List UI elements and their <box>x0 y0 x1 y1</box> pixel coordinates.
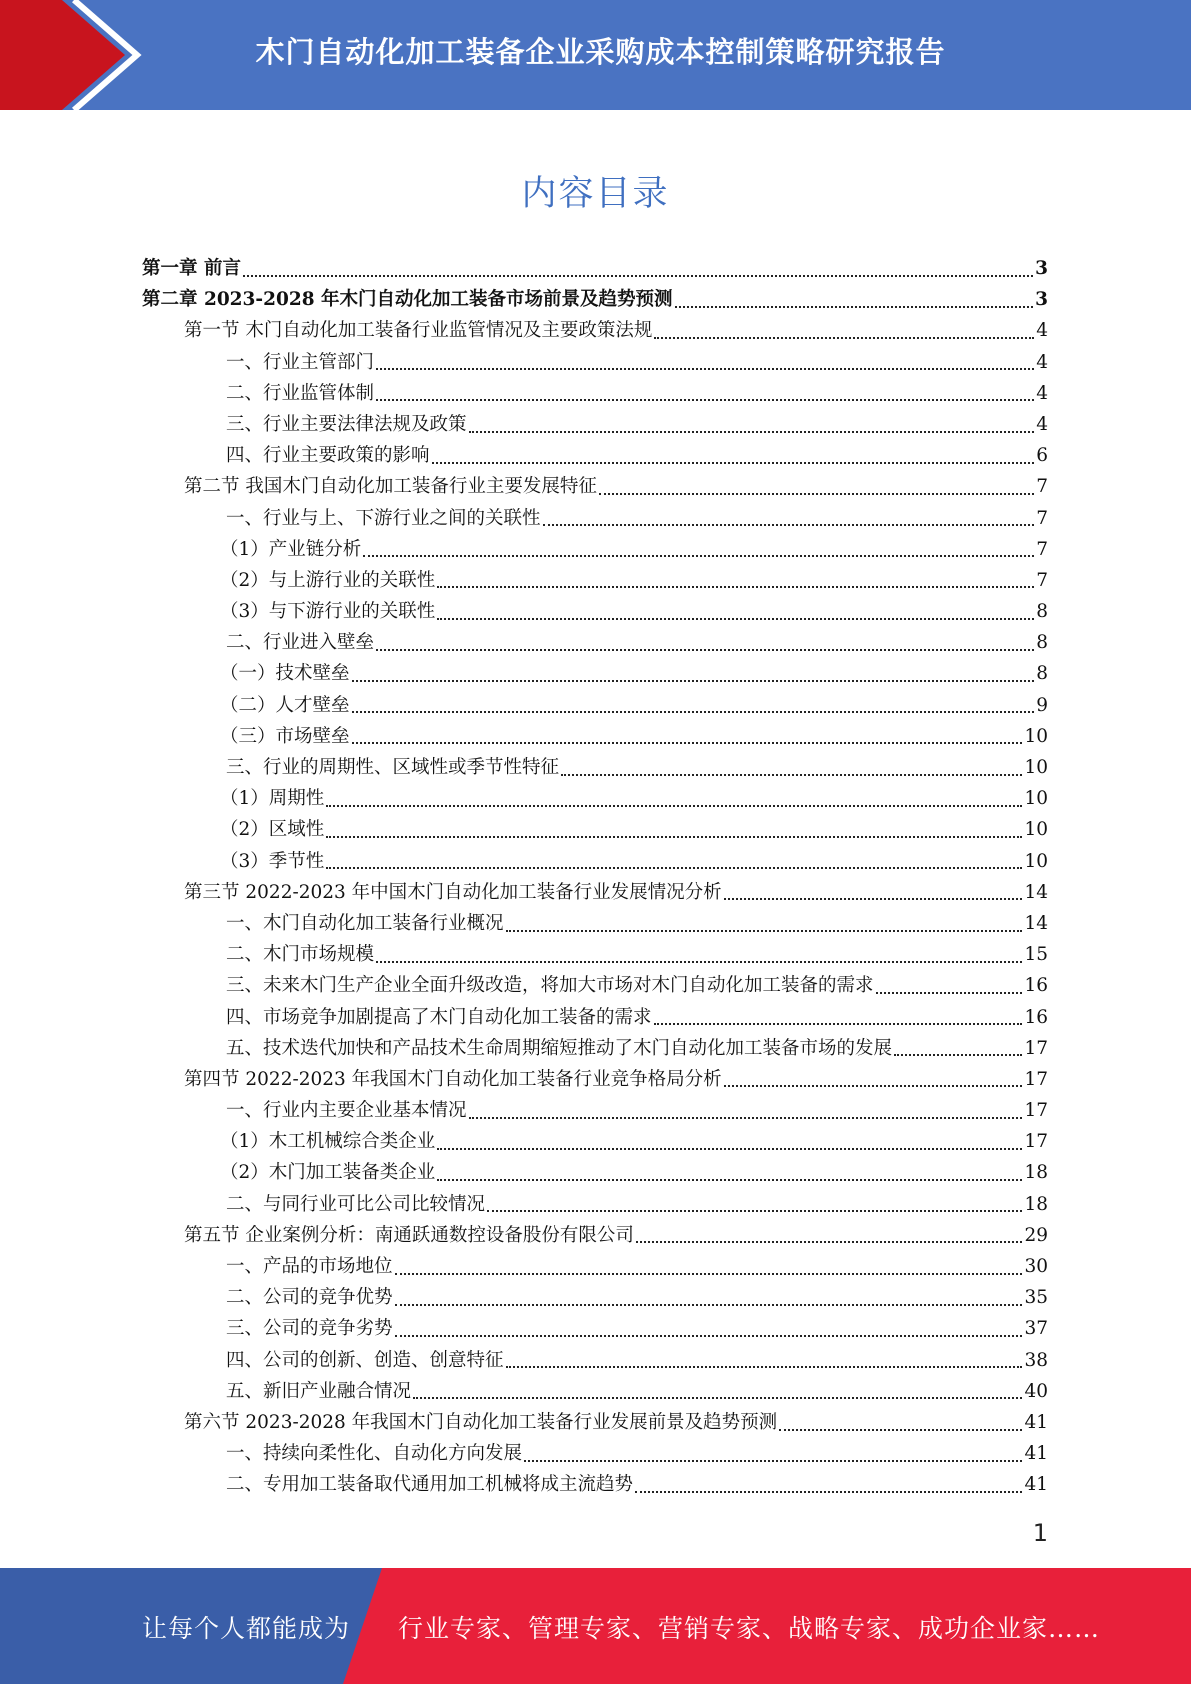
toc-entry-title: （二）人才壁垒 <box>220 694 350 716</box>
header-band <box>0 0 1191 110</box>
toc-entry-page: 41 <box>1024 1411 1048 1433</box>
toc-entry[interactable] <box>142 878 1048 909</box>
toc-dot-leader <box>506 1366 1023 1368</box>
toc-entry[interactable] <box>142 1283 1048 1314</box>
toc-entry-page: 10 <box>1024 850 1048 872</box>
toc-entry-page: 3 <box>1035 289 1048 311</box>
toc-entry-page: 37 <box>1024 1318 1048 1340</box>
toc-dot-leader <box>543 524 1035 526</box>
toc-entry-title: 第一章 前言 <box>142 258 241 279</box>
toc-entry-title: （2）区域性 <box>220 819 325 841</box>
toc-dot-leader <box>779 1429 1022 1431</box>
toc-entry-title: （3）季节性 <box>220 850 325 872</box>
toc-entry[interactable] <box>142 1377 1048 1408</box>
toc-entry-page: 35 <box>1024 1287 1048 1309</box>
toc-entry-title: 四、行业主要政策的影响 <box>226 445 430 467</box>
toc-dot-leader <box>352 742 1023 744</box>
toc-dot-leader <box>432 462 1035 464</box>
toc-entry[interactable] <box>142 1096 1048 1127</box>
header-arrow-decoration <box>0 0 160 110</box>
toc-entry[interactable] <box>142 316 1048 347</box>
toc-dot-leader <box>894 1054 1022 1056</box>
page-number: 1 <box>1032 1519 1048 1547</box>
toc-dot-leader <box>363 555 1034 557</box>
toc-entry-page: 10 <box>1024 757 1048 778</box>
toc-entry[interactable] <box>142 1190 1048 1221</box>
toc-entry-title: （2）与上游行业的关联性 <box>220 569 436 591</box>
toc-entry[interactable] <box>142 1470 1048 1501</box>
toc-entry[interactable] <box>142 1065 1048 1096</box>
toc-dot-leader <box>675 306 1034 308</box>
toc-entry-page: 6 <box>1036 445 1048 467</box>
toc-dot-leader <box>469 431 1035 433</box>
toc-entry[interactable] <box>142 628 1048 659</box>
toc-entry-page: 7 <box>1036 569 1048 591</box>
toc-entry[interactable] <box>142 722 1048 753</box>
toc-entry[interactable] <box>142 784 1048 815</box>
toc-dot-leader <box>636 1241 1023 1243</box>
toc-entry[interactable] <box>142 1346 1048 1377</box>
toc-entry[interactable] <box>142 1127 1048 1158</box>
toc-entry[interactable] <box>142 909 1048 940</box>
toc-entry-page: 18 <box>1024 1193 1048 1215</box>
toc-entry-page: 16 <box>1024 1006 1048 1028</box>
toc-dot-leader <box>243 275 1033 277</box>
toc-entry-page: 15 <box>1024 944 1048 966</box>
toc-entry[interactable] <box>142 971 1048 1002</box>
toc-entry-page: 8 <box>1036 632 1048 654</box>
toc-entry[interactable] <box>142 254 1048 285</box>
toc-entry[interactable] <box>142 1221 1048 1252</box>
toc-entry[interactable] <box>142 753 1048 784</box>
toc-entry-title: 一、行业内主要企业基本情况 <box>226 1100 467 1122</box>
toc-entry-title: （3）与下游行业的关联性 <box>220 601 436 623</box>
toc-entry-title: 四、公司的创新、创造、创意特征 <box>226 1349 504 1371</box>
toc-entry[interactable] <box>142 1158 1048 1189</box>
toc-dot-leader <box>437 1148 1022 1150</box>
toc-entry-page: 40 <box>1024 1380 1048 1402</box>
toc-entry-title: 第五节 企业案例分析：南通跃通数控设备股份有限公司 <box>184 1224 634 1246</box>
toc-entry-title: 三、行业的周期性、区域性或季节性特征 <box>226 757 560 778</box>
footer-slogan-right: 行业专家、管理专家、营销专家、战略专家、成功企业家…… <box>398 1614 1101 1643</box>
toc-entry-title: 三、公司的竞争劣势 <box>226 1318 393 1340</box>
toc-entry-title: 五、新旧产业融合情况 <box>226 1380 412 1402</box>
toc-dot-leader <box>352 711 1035 713</box>
toc-entry-page: 17 <box>1024 1100 1048 1122</box>
toc-entry-page: 7 <box>1036 507 1048 529</box>
toc-entry-title: 四、市场竞争加剧提高了木门自动化加工装备的需求 <box>226 1006 652 1028</box>
toc-dot-leader <box>413 1397 1022 1399</box>
toc-entry-title: （1）产业链分析 <box>220 538 362 560</box>
toc-dot-leader <box>469 1117 1023 1119</box>
toc-entry-title: 一、行业主管部门 <box>226 351 375 373</box>
toc-entry-title: 第二章 2023-2028 年木门自动化加工装备市场前景及趋势预测 <box>142 289 673 311</box>
toc-entry-title: 二、与同行业可比公司比较情况 <box>226 1193 486 1215</box>
toc-dot-leader <box>395 1273 1023 1275</box>
toc-entry-title: 第三节 2022-2023 年中国木门自动化加工装备行业发展情况分析 <box>184 881 722 903</box>
toc-entry[interactable] <box>142 379 1048 410</box>
toc-entry[interactable] <box>142 348 1048 379</box>
toc-dot-leader <box>437 618 1034 620</box>
toc-entry[interactable] <box>142 815 1048 846</box>
toc-entry[interactable] <box>142 1003 1048 1034</box>
toc-entry[interactable] <box>142 1439 1048 1470</box>
toc-entry-page: 7 <box>1036 538 1048 560</box>
toc-dot-leader <box>326 836 1022 838</box>
toc-entry-title: 一、产品的市场地位 <box>226 1256 393 1277</box>
toc-entry-title: 二、专用加工装备取代通用加工机械将成主流趋势 <box>226 1474 634 1496</box>
toc-entry-page: 16 <box>1024 975 1048 997</box>
toc-dot-leader <box>376 961 1022 963</box>
toc-entry-page: 29 <box>1024 1224 1048 1246</box>
toc-entry[interactable] <box>142 1408 1048 1439</box>
toc-entry-page: 38 <box>1024 1349 1048 1371</box>
toc-entry-page: 9 <box>1036 694 1048 716</box>
footer-band <box>0 1568 1191 1684</box>
toc-entry-title: （一）技术壁垒 <box>220 663 350 685</box>
toc-dot-leader <box>506 930 1023 932</box>
toc-entry-page: 41 <box>1024 1474 1048 1496</box>
toc-entry-title: 二、木门市场规模 <box>226 944 375 966</box>
toc-entry-title: 一、木门自动化加工装备行业概况 <box>226 912 504 934</box>
toc-entry-title: 一、持续向柔性化、自动化方向发展 <box>226 1443 523 1465</box>
toc-entry-title: （2）木门加工装备类企业 <box>220 1162 436 1184</box>
toc-dot-leader <box>395 1304 1023 1306</box>
toc-entry-page: 4 <box>1036 382 1048 404</box>
toc-entry-page: 14 <box>1024 912 1048 934</box>
toc-entry[interactable] <box>142 472 1048 503</box>
toc-entry-title: 第四节 2022-2023 年我国木门自动化加工装备行业竞争格局分析 <box>184 1068 722 1090</box>
table-of-contents <box>142 254 1048 1502</box>
toc-entry-title: 第一节 木门自动化加工装备行业监管情况及主要政策法规 <box>184 320 653 342</box>
toc-dot-leader <box>876 992 1023 994</box>
toc-entry-title: 二、公司的竞争优势 <box>226 1287 393 1309</box>
toc-dot-leader <box>654 337 1034 339</box>
toc-entry-title: 第二节 我国木门自动化加工装备行业主要发展特征 <box>184 476 597 498</box>
toc-dot-leader <box>654 1023 1023 1025</box>
toc-entry[interactable] <box>142 847 1048 878</box>
toc-entry-page: 4 <box>1036 320 1048 342</box>
toc-dot-leader <box>326 867 1022 869</box>
toc-entry-page: 17 <box>1024 1068 1048 1090</box>
toc-entry-page: 30 <box>1024 1256 1048 1277</box>
toc-entry-page: 10 <box>1024 788 1048 810</box>
toc-entry-page: 17 <box>1024 1131 1048 1153</box>
toc-entry-page: 4 <box>1036 413 1048 435</box>
toc-dot-leader <box>599 493 1034 495</box>
toc-entry-title: 二、行业监管体制 <box>226 382 375 404</box>
toc-dot-leader <box>437 1179 1022 1181</box>
toc-entry[interactable] <box>142 504 1048 535</box>
toc-dot-leader <box>635 1491 1022 1493</box>
toc-entry[interactable] <box>142 659 1048 690</box>
toc-entry-page: 7 <box>1036 476 1048 498</box>
toc-entry-page: 8 <box>1036 601 1048 623</box>
toc-entry-title: 三、行业主要法律法规及政策 <box>226 413 467 435</box>
toc-entry[interactable] <box>142 285 1048 316</box>
toc-heading: 内容目录 <box>521 174 670 214</box>
toc-entry-title: 三、未来木门生产企业全面升级改造，将加大市场对木门自动化加工装备的需求 <box>226 975 874 997</box>
toc-entry-page: 10 <box>1024 819 1048 841</box>
toc-dot-leader <box>561 774 1022 776</box>
toc-entry-title: 第六节 2023-2028 年我国木门自动化加工装备行业发展前景及趋势预测 <box>184 1411 778 1433</box>
toc-dot-leader <box>376 368 1034 370</box>
toc-entry[interactable] <box>142 535 1048 566</box>
toc-dot-leader <box>376 649 1034 651</box>
toc-dot-leader <box>437 586 1034 588</box>
toc-entry-page: 8 <box>1036 663 1048 685</box>
toc-entry[interactable] <box>142 597 1048 628</box>
toc-entry-page: 3 <box>1035 258 1048 279</box>
toc-entry-title: （三）市场壁垒 <box>220 725 350 747</box>
toc-dot-leader <box>524 1460 1022 1462</box>
toc-entry-title: 一、行业与上、下游行业之间的关联性 <box>226 507 541 529</box>
toc-entry[interactable] <box>142 691 1048 722</box>
footer-slogan-left: 让每个人都能成为 <box>142 1614 351 1643</box>
toc-entry-page: 4 <box>1036 351 1048 373</box>
toc-entry-page: 18 <box>1024 1162 1048 1184</box>
toc-entry-title: （1）木工机械综合类企业 <box>220 1131 436 1153</box>
toc-dot-leader <box>724 1085 1023 1087</box>
toc-dot-leader <box>395 1335 1023 1337</box>
toc-entry[interactable] <box>142 566 1048 597</box>
toc-entry-title: （1）周期性 <box>220 788 325 810</box>
toc-entry[interactable] <box>142 441 1048 472</box>
toc-entry[interactable] <box>142 410 1048 441</box>
report-title: 木门自动化加工装备企业采购成本控制策略研究报告 <box>255 35 946 69</box>
toc-dot-leader <box>487 1210 1022 1212</box>
toc-entry[interactable] <box>142 1252 1048 1283</box>
toc-entry[interactable] <box>142 1314 1048 1345</box>
toc-entry[interactable] <box>142 940 1048 971</box>
toc-entry-page: 14 <box>1024 881 1048 903</box>
toc-dot-leader <box>352 680 1035 682</box>
toc-dot-leader <box>376 399 1034 401</box>
toc-entry-title: 二、行业进入壁垒 <box>226 632 375 654</box>
toc-dot-leader <box>326 805 1022 807</box>
toc-entry[interactable] <box>142 1034 1048 1065</box>
toc-entry-page: 10 <box>1024 725 1048 747</box>
toc-entry-page: 17 <box>1024 1037 1048 1059</box>
toc-dot-leader <box>724 898 1023 900</box>
toc-entry-title: 五、技术迭代加快和产品技术生命周期缩短推动了木门自动化加工装备市场的发展 <box>226 1037 893 1059</box>
toc-entry-page: 41 <box>1024 1443 1048 1465</box>
